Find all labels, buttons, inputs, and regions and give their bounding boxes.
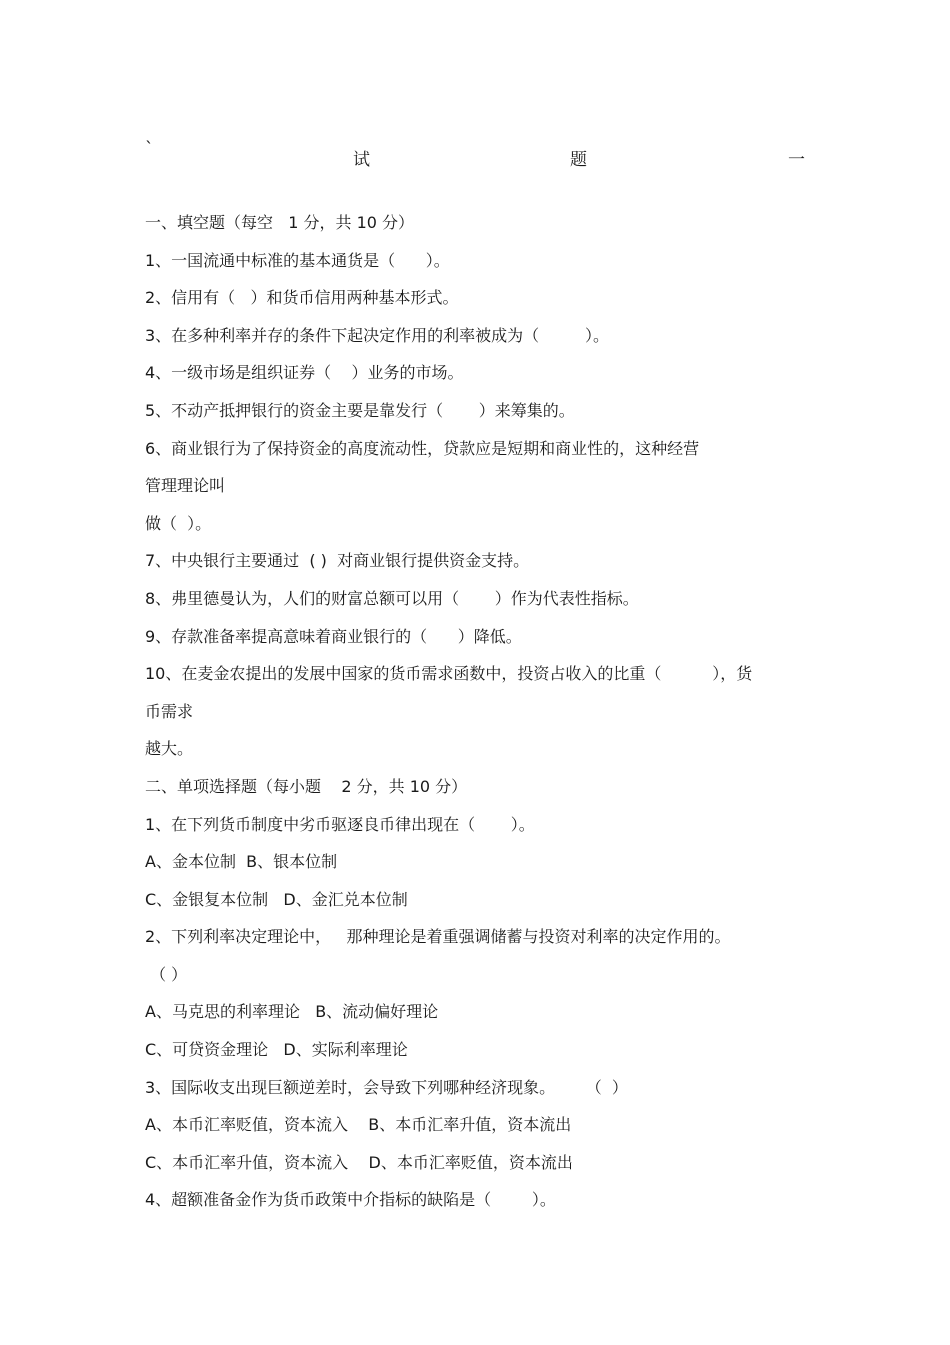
question-line: 做（ ）。 — [145, 513, 212, 533]
title-char-3: 一 — [788, 150, 805, 170]
question-line: 4、超额准备金作为货币政策中介指标的缺陷是（ ）。 — [145, 1190, 556, 1210]
section-heading-single-choice: 二、单项选择题（每小题 2 分，共 10 分） — [145, 776, 468, 796]
question-line: 5、不动产抵押银行的资金主要是靠发行（ ）来筹集的。 — [145, 400, 575, 420]
document-body — [145, 204, 815, 1219]
title-char-2: 题 — [570, 150, 587, 170]
question-line: 1、一国流通中标准的基本通货是（ ）。 — [145, 250, 450, 270]
question-line: 2、信用有（ ）和货币信用两种基本形式。 — [145, 288, 459, 308]
question-line: 7、中央银行主要通过 ( ) 对商业银行提供资金支持。 — [145, 551, 530, 571]
question-line: 币需求 — [145, 701, 194, 721]
document-title — [145, 139, 807, 171]
section-heading-fill-in: 一、填空题（每空 1 分，共 10 分） — [145, 213, 415, 232]
question-line: 1、在下列货币制度中劣币驱逐良币律出现在（ ）。 — [145, 814, 535, 834]
question-line: 越大。 — [145, 739, 194, 759]
question-line: 3、在多种利率并存的条件下起决定作用的利率被成为（ ）。 — [145, 325, 609, 345]
question-line: 6、商业银行为了保持资金的高度流动性，贷款应是短期和商业性的，这种经营 — [145, 438, 700, 458]
title-char-1: 试 — [353, 150, 370, 170]
question-line: 2、下列利率决定理论中， 那种理论是着重强调储蓄与投资对利率的决定作用的。 — [145, 927, 731, 947]
question-line: 3、国际收支出现巨额逆差时，会导致下列哪种经济现象。 （ ） — [145, 1077, 628, 1097]
question-line: 管理理论叫 — [145, 476, 226, 496]
title-tick-mark: ` — [145, 139, 154, 159]
option-line: C、可贷资金理论 D、实际利率理论 — [145, 1040, 408, 1060]
option-line: A、金本位制 B、银本位制 — [145, 852, 338, 872]
question-line: 10、在麦金农提出的发展中国家的货币需求函数中，投资占收入的比重（ ），货 — [145, 664, 753, 684]
option-line: A、马克思的利率理论 B、流动偏好理论 — [145, 1002, 439, 1022]
question-line: 9、存款准备率提高意味着商业银行的（ ）降低。 — [145, 626, 522, 646]
question-line: 8、弗里德曼认为，人们的财富总额可以用（ ）作为代表性指标。 — [145, 588, 639, 608]
option-line: C、本币汇率升值，资本流入 D、本币汇率贬值，资本流出 — [145, 1152, 573, 1172]
option-line: C、金银复本位制 D、金汇兑本位制 — [145, 889, 408, 909]
option-line: A、本币汇率贬值，资本流入 B、本币汇率升值，资本流出 — [145, 1115, 572, 1135]
question-line: （ ） — [145, 964, 188, 984]
question-line: 4、一级市场是组织证券（ ）业务的市场。 — [145, 363, 464, 383]
